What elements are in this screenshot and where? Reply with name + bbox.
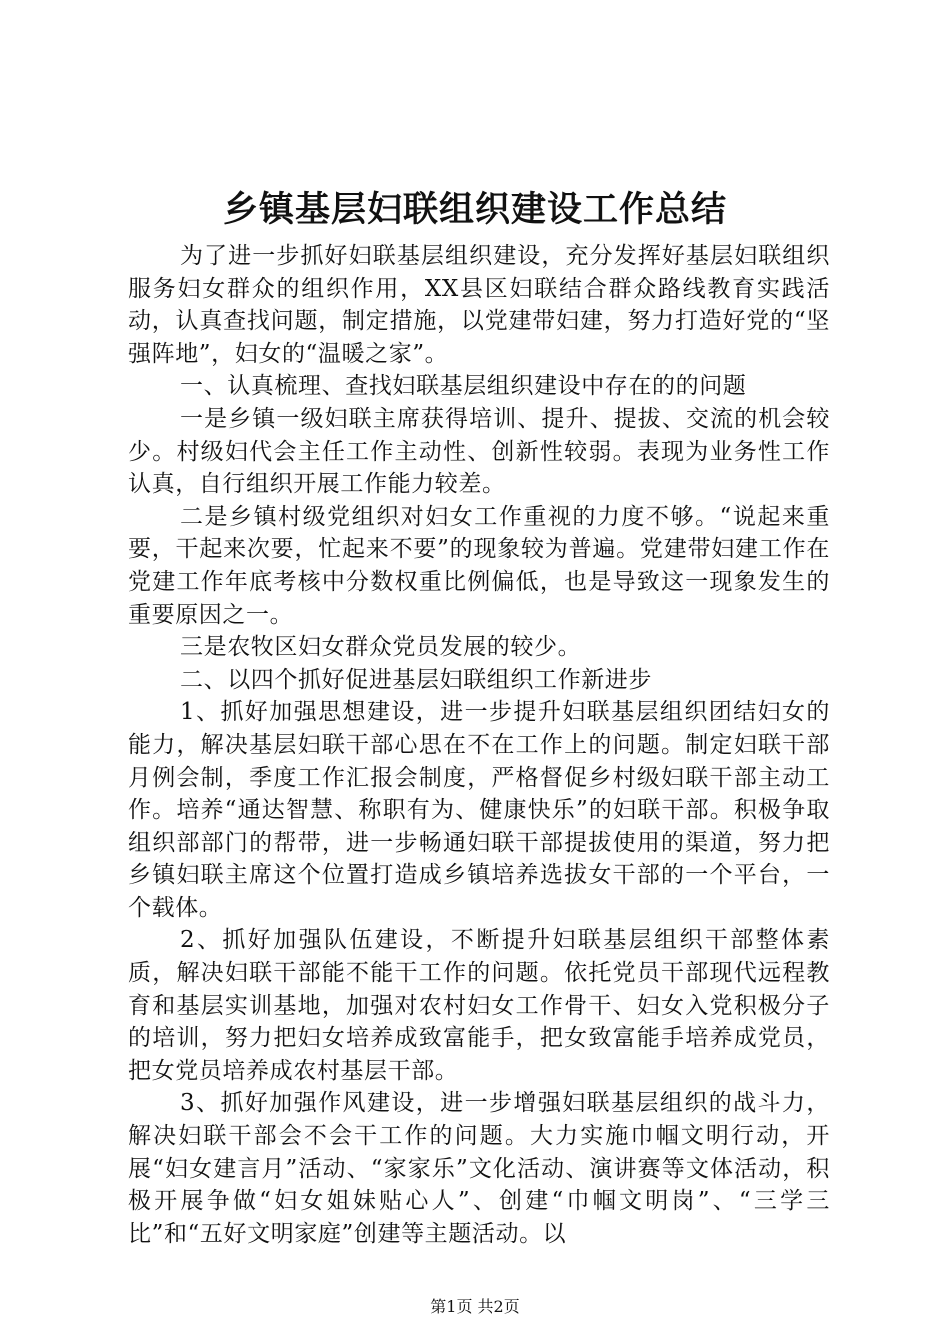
measure-paragraph-2: 2、抓好加强队伍建设，不断提升妇联基层组织干部整体素质，解决妇联干部能不能干工作的问题。依托党员干部现代远程教育和基层实训基地，加强对农村妇女工作骨干、妇女入党积极分子的培训，努力把妇女培养成致富能手，把女致富能手培养成党员，把女党员培养成农村基层干部。 bbox=[128, 927, 830, 1084]
section-heading-2: 二、以四个抓好促进基层妇联组织工作新进步 bbox=[180, 666, 652, 693]
document-body bbox=[128, 240, 830, 1250]
document-title: 乡镇基层妇联组织建设工作总结 bbox=[222, 190, 727, 230]
problem-paragraph-2: 二是乡镇村级党组织对妇女工作重视的力度不够。“说起来重要，干起来次要，忙起来不要”的现象较为普遍。党建带妇建工作在党建工作年底考核中分数权重比例偏低，也是导致这一现象发生的重要原因之一。 bbox=[128, 503, 830, 628]
measure-paragraph-3: 3、抓好加强作风建设，进一步增强妇联基层组织的战斗力，解决妇联干部会不会干工作的问题。大力实施巾帼文明行动，开展“妇女建言月”活动、“家家乐”文化活动、演讲赛等文体活动，积极开展争做“妇女姐妹贴心人”、创建“巾帼文明岗”、“三学三比”和“五好文明家庭”创建等主题活动。以 bbox=[128, 1090, 830, 1247]
measure-paragraph-1: 1、抓好加强思想建设，进一步提升妇联基层组织团结妇女的能力，解决基层妇联干部心思在不在工作上的问题。制定妇联干部月例会制，季度工作汇报会制度，严格督促乡村级妇联干部主动工作。培养“通达智慧、称职有为、健康快乐”的妇联干部。积极争取组织部部门的帮带，进一步畅通妇联干部提拔使用的渠道，努力把乡镇妇联主席这个位置打造成乡镇培养选拔女干部的一个平台，一个载体。 bbox=[128, 699, 830, 921]
page-indicator: 第1页 共2页 bbox=[430, 1297, 520, 1316]
problem-paragraph-1: 一是乡镇一级妇联主席获得培训、提升、提拔、交流的机会较少。村级妇代会主任工作主动性、创新性较弱。表现为业务性工作认真，自行组织开展工作能力较差。 bbox=[128, 405, 830, 498]
section-heading-1: 一、认真梳理、查找妇联基层组织建设中存在的的问题 bbox=[180, 373, 747, 400]
intro-paragraph: 为了进一步抓好妇联基层组织建设，充分发挥好基层妇联组织服务妇女群众的组织作用，XX县区妇联结合群众路线教育实践活动，认真查找问题，制定措施，以党建带妇建，努力打造好党的“坚强阵地”，妇女的“温暖之家”。 bbox=[128, 243, 830, 367]
problem-paragraph-3: 三是农牧区妇女群众党员发展的较少。 bbox=[180, 634, 582, 661]
